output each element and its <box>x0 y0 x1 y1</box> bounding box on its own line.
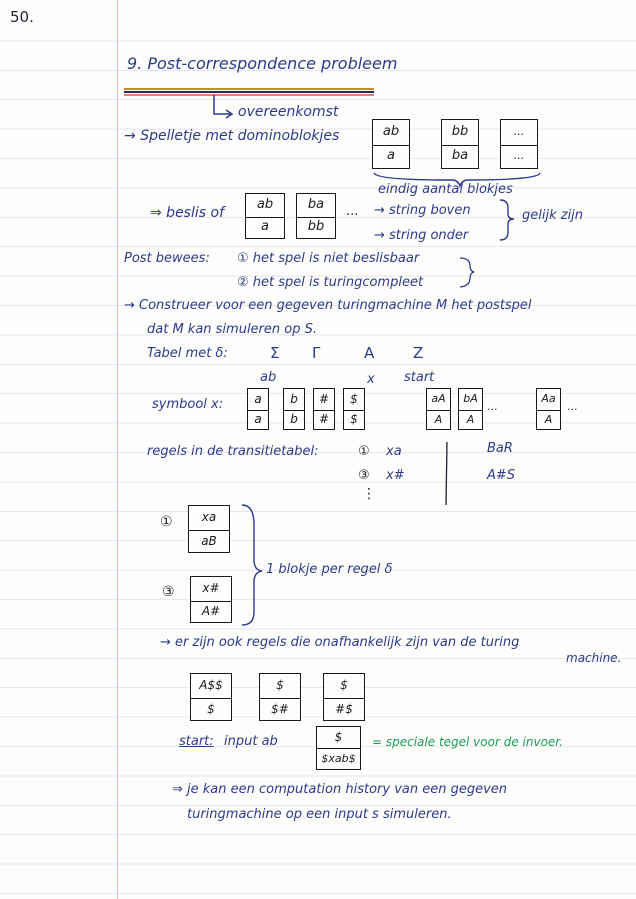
label-x: x <box>367 372 375 387</box>
arrow-right-icon: → <box>374 203 390 218</box>
gamma-symbol: Γ <box>312 344 321 362</box>
domino-bottom: $xab$ <box>321 752 356 765</box>
conclusion-2: turingmachine op een input s simuleren. <box>187 807 452 822</box>
start-input: input ab <box>224 734 278 749</box>
independent-2: machine. <box>566 651 622 665</box>
conclusion-1: ⇒ je kan een computation history van een gegeven <box>172 782 508 797</box>
domino-bottom: #$ <box>335 702 353 716</box>
title-note: overeenkomst <box>238 104 339 120</box>
domino-bottom: ... <box>513 149 525 162</box>
domino-bottom: a <box>261 219 269 234</box>
domino-top: ... <box>501 120 537 146</box>
domino-top: ab <box>246 194 284 218</box>
arrow-right-icon: → <box>124 128 141 144</box>
decide-label: ⇒ beslis of <box>150 205 224 221</box>
state-ellipsis-1: ... <box>487 400 498 413</box>
domino-bottom: bb <box>307 219 325 234</box>
domino-top: bA <box>459 389 482 411</box>
rule-domino-1-num: ① <box>160 514 173 530</box>
domino-bottom: A# <box>201 604 221 618</box>
indep-domino-3 <box>323 673 365 721</box>
domino-bottom: # <box>318 412 330 426</box>
construct-2: dat M kan simuleren op S. <box>147 322 317 337</box>
special-tile: = speciale tegel voor de invoer. <box>372 735 563 749</box>
finite-count: eindig aantal blokjes <box>378 182 513 197</box>
domino-bottom: a <box>254 412 262 426</box>
domino-bottom: $ <box>350 412 358 426</box>
equal-text: gelijk zijn <box>522 208 584 223</box>
domino-top: Aa <box>537 389 560 411</box>
domino-bottom: ba <box>451 148 469 163</box>
sigma-symbol: Σ <box>270 344 280 362</box>
rule-1-num: ① <box>358 444 370 459</box>
table-label: Tabel met δ: <box>147 346 228 361</box>
domino-top: $ <box>260 674 300 699</box>
symbol-label: symbool x: <box>152 397 224 412</box>
proof-2: ② het spel is turingcompleet <box>237 275 424 290</box>
independent-1: → er zijn ook regels die onafhankelijk zijn van de turing <box>160 635 520 650</box>
indep-domino-1 <box>190 673 232 721</box>
rule-more: ⋮ <box>362 486 376 502</box>
domino-top: ba <box>297 194 335 218</box>
domino-top: # <box>314 389 334 411</box>
domino-bottom: A <box>466 413 475 426</box>
arrow-right-icon: → <box>374 228 390 243</box>
start-domino <box>316 726 361 770</box>
domino-bottom: b <box>290 412 298 426</box>
domino-bottom: aB <box>201 534 217 548</box>
rule-1-right: BaR <box>487 441 513 456</box>
construct-1: Construeer voor een gegeven turingmachine M het postspel <box>139 298 532 313</box>
string-bottom: string onder <box>389 228 469 243</box>
post-proof-label: Post bewees: <box>124 251 210 266</box>
domino-bottom: A <box>544 413 553 426</box>
state-ellipsis-2: ... <box>567 400 578 413</box>
start-symbol: Z <box>413 344 424 362</box>
string-top: string boven <box>389 203 471 218</box>
start-label: start: <box>179 734 214 749</box>
rules-label: regels in de transitietabel: <box>147 444 319 459</box>
rule-1-left: xa <box>386 444 402 459</box>
page-number: 50. <box>10 8 34 26</box>
domino-bottom: A <box>434 413 443 426</box>
states-symbol: A <box>364 344 375 362</box>
domino-bottom: $ <box>207 702 215 716</box>
domino-top: $ <box>324 674 364 699</box>
rule-3-num: ③ <box>358 468 370 483</box>
rule-domino-3-num: ③ <box>162 584 175 600</box>
domino-top: A$$ <box>191 674 231 699</box>
arrow-right-icon: → <box>124 298 140 313</box>
indep-domino-2 <box>259 673 301 721</box>
rule-3-right: A#S <box>487 468 516 483</box>
domino-top: ab <box>373 120 409 146</box>
label-ab: ab <box>260 370 277 385</box>
per-rule: 1 blokje per regel δ <box>266 562 393 577</box>
domino-top: b <box>284 389 304 411</box>
rule-3-left: x# <box>386 468 405 483</box>
domino-top: xa <box>189 506 229 531</box>
label-start: start <box>404 370 435 385</box>
domino-top: $ <box>317 727 360 749</box>
game-text: Spelletje met dominoblokjes <box>140 128 340 144</box>
proof-1: ① het spel is niet beslisbaar <box>237 251 420 266</box>
domino-top: a <box>248 389 268 411</box>
domino-top: x# <box>191 577 231 602</box>
domino-bottom: $# <box>271 702 289 716</box>
domino-top: $ <box>344 389 364 411</box>
domino-bottom: a <box>387 148 395 163</box>
domino-top: bb <box>442 120 478 146</box>
domino-top: aA <box>427 389 450 411</box>
section-title: 9. Post-correspondence probleem <box>127 54 398 73</box>
decide-ellipsis: ... <box>346 204 359 219</box>
